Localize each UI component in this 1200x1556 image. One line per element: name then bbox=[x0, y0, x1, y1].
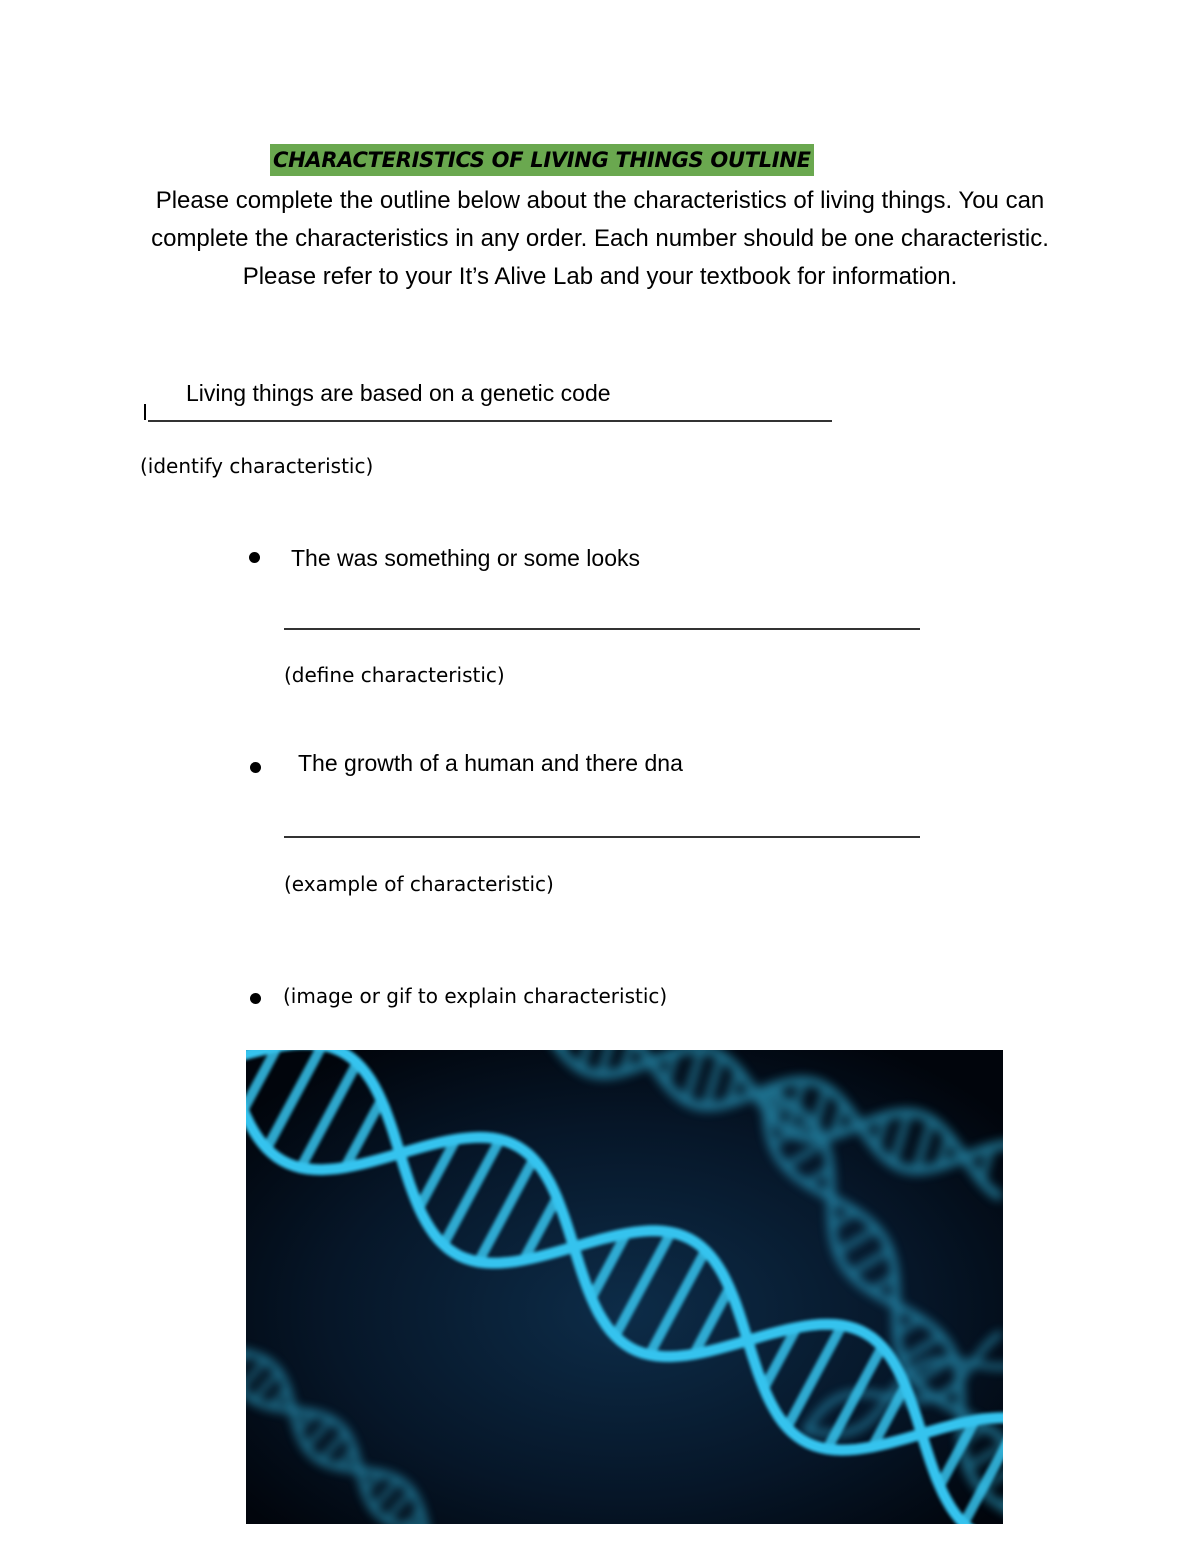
page-title: CHARACTERISTICS OF LIVING THINGS OUTLINE bbox=[270, 144, 814, 176]
dna-helix-icon bbox=[246, 1050, 1003, 1524]
example-blank-line[interactable] bbox=[284, 836, 920, 838]
characteristic-answer[interactable]: Living things are based on a genetic code bbox=[186, 380, 611, 406]
bullet-icon bbox=[250, 762, 261, 773]
define-hint: (define characteristic) bbox=[284, 663, 505, 687]
answer-blank-line[interactable] bbox=[148, 420, 832, 422]
definition-answer[interactable]: The was something or some looks bbox=[291, 545, 640, 571]
dna-double-helix-image bbox=[246, 1050, 1003, 1524]
identify-hint: (identify characteristic) bbox=[140, 454, 374, 478]
image-hint: (image or gif to explain characteristic) bbox=[283, 984, 668, 1008]
bullet-icon bbox=[250, 993, 261, 1004]
definition-blank-line[interactable] bbox=[284, 628, 920, 630]
bullet-icon bbox=[249, 552, 260, 563]
text-cursor bbox=[144, 404, 146, 420]
instructions: Please complete the outline below about the characteristics of living things. You can complete the characteristics in any order. Each number should be one characteristic. Please refer to your It’s Alive Lab and your textbook for information. bbox=[151, 187, 1049, 290]
example-answer[interactable]: The growth of a human and there dna bbox=[298, 750, 683, 776]
example-hint: (example of characteristic) bbox=[284, 872, 554, 896]
